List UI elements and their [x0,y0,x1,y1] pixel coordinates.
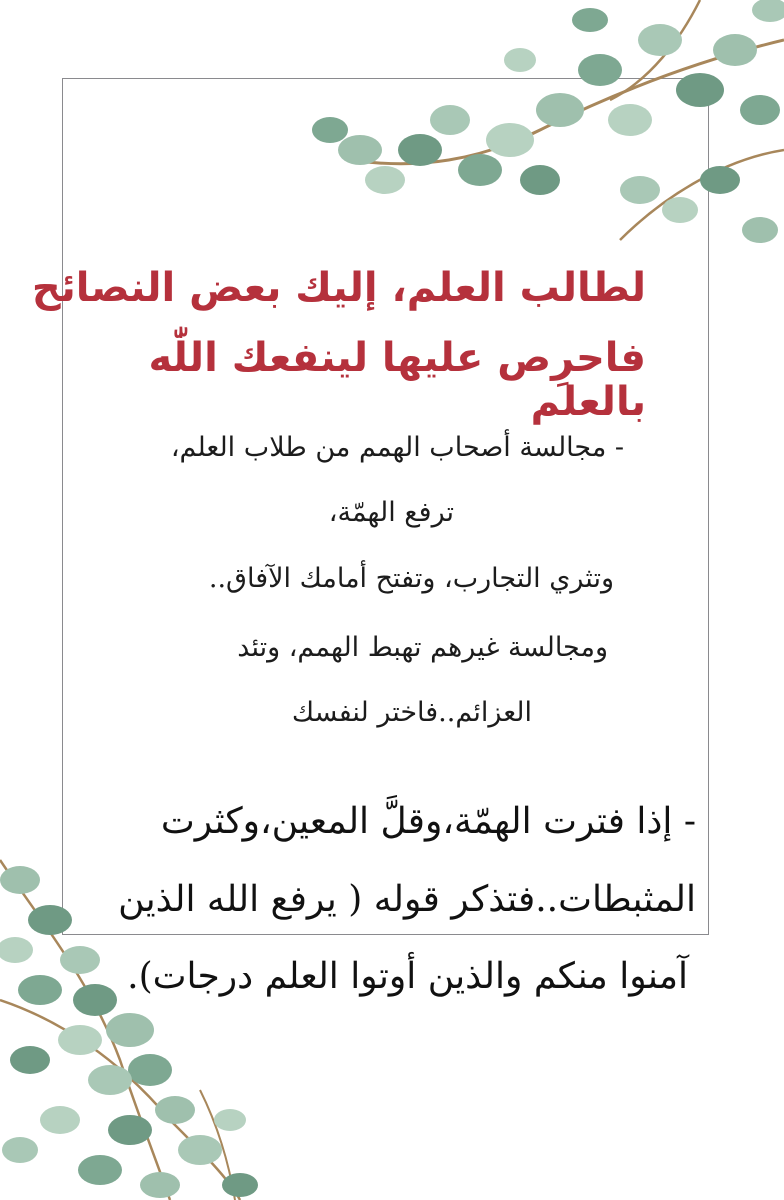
tip2-line-3: آمنوا منكم والذين أوتوا العلم درجات). [127,956,688,997]
tip1-line-2: ترفع الهمّة، [328,497,454,528]
tip1-line-4: ومجالسة غيرهم تهبط الهمم، وتئد [237,632,608,663]
title-line-1: لطالب العلم، إليك بعض النصائح [31,265,646,311]
tip1-line-3: وتثري التجارب، وتفتح أمامك الآفاق.. [208,563,614,594]
tip2-line-1: - إذا فترت الهمّة،وقلَّ المعين،وكثرت [160,801,696,842]
tip2-line-2: المثبطات..فتذكر قوله ( يرفع الله الذين [118,879,696,920]
title-line-2: فاحرِص عليها لينفعك اللّٰه بالعلم [148,335,646,425]
tip1-line-5: العزائم..فاختر لنفسك [291,697,532,728]
tip1-line-1: - مجالسة أصحاب الهمم من طلاب العلم، [170,432,624,463]
